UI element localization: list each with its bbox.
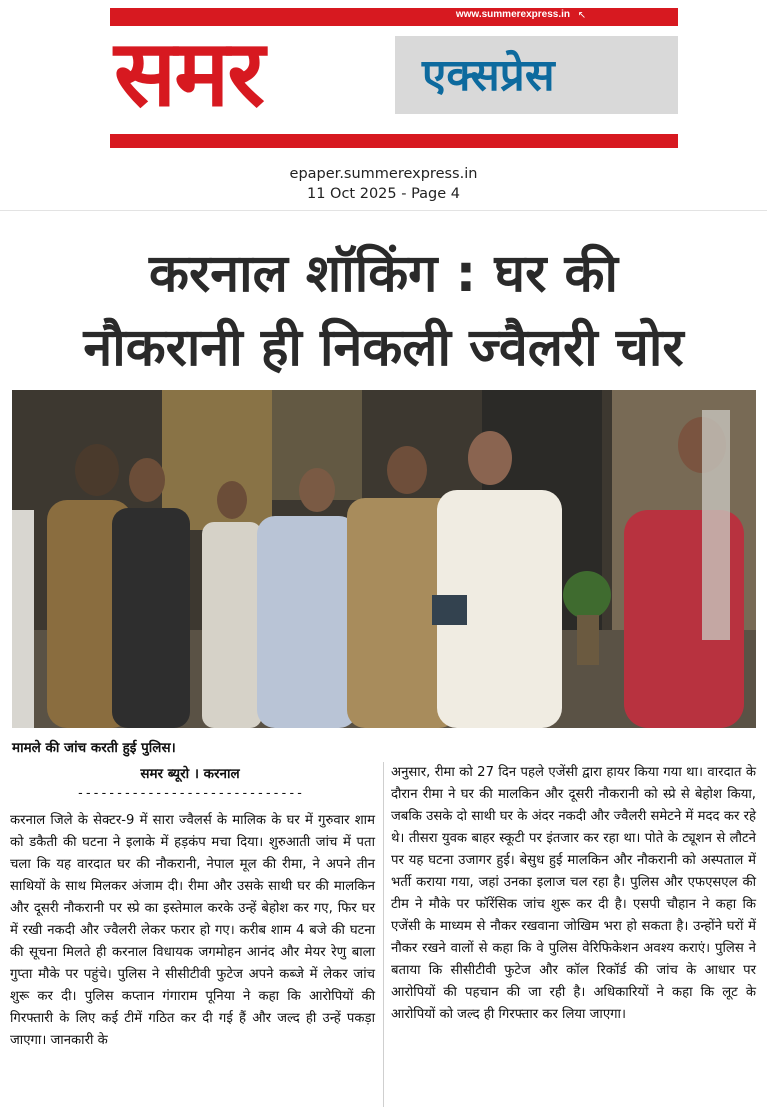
masthead-bottom-bar [110,134,678,148]
header-divider [0,210,767,211]
epaper-site: epaper.summerexpress.in [289,166,478,182]
headline-line-2: नौकरानी ही निकली ज्वैलरी चोर [83,318,684,378]
byline-divider: ----------------------------- [76,786,304,801]
masthead-url: www.summerexpress.in [455,9,570,20]
photo-caption: मामले की जांच करती हुई पुलिस। [12,740,176,756]
masthead-title-main: समर [114,20,263,127]
byline: समर ब्यूरो । करनाल [140,766,240,782]
news-photo [12,390,756,728]
edition-date-page: 11 Oct 2025 - Page 4 [306,186,461,202]
cursor-arrow-icon: ↖ [577,10,586,21]
article-body-right: अनुसार, रीमा को 27 दिन पहले एजेंसी द्वारा हायर किया गया था। वारदात के दौरान रीमा ने घर की मालकिन और दूसरी नौकरानी को स्प्रे से बेहोश किया, जबकि उसके दो साथी घर के अंदर नकदी और ज्वैलरी समेटने में मदद कर रहे थे। तीसरा युवक बाहर स्कूटी पर इंतजार कर रहा था। पोते के ट्यूशन से लौटने पर यह घटना उजागर हुई। बेसुध हुई मालकिन और नौकरानी को अस्पताल में भर्ती कराया गया, जहां उनका इलाज चल रहा है। पुलिस और एफएसएल की टीम ने मौके पर फॉरेंसिक जांच शुरू कर दी है। एसपी चौहान ने कहा कि एजेंसी के माध्यम से नौकर रखवाना जोखिम भरा हो सकता है। उन्होंने घरों में नौकर रखने वालों से कहा कि वे पुलिस वेरिफिकेशन अवश्य कराएं। पुलिस ने बताया कि सीसीटीवी फुटेज और कॉल रिकॉर्ड की जांच के आधार पर आरोपियों की पहचान की जा रही है। अधिकारियों ने कहा कि लूट के आरोपियों को जल्द ही गिरफ्तार कर लिया जाएगा। [391,765,756,1022]
masthead-logo [110,8,678,148]
column-divider [383,762,384,1107]
article-body-left: करनाल जिले के सेक्टर-9 में सारा ज्वैलर्स के मालिक के घर में गुरुवार शाम को डकैती की घटना ने इलाके में हड़कंप मचा दिया। शुरुआती जांच में पता चला कि यह वारदात घर की नौकरानी, नेपाल मूल की रीमा, ने अपने तीन साथियों के साथ मिलकर अंजाम दी। रीमा और उसके साथी घर की मालकिन और दूसरी नौकरानी पर स्प्रे का इस्तेमाल करके उन्हें बेहोश कर गए, फिर घर में रखी नकदी और ज्वैलरी लेकर फरार हो गए। करीब शाम 4 बजे की घटना की सूचना मिलते ही करनाल विधायक जगमोहन आनंद और मेयर रेणु बाला गुप्ता मौके पर पहुंचे। पुलिस ने सीसीटीवी फुटेज अपने कब्जे में लेकर जांच शुरू कर दी। पुलिस कप्तान गंगाराम पूनिया ने कहा कि आरोपियों की गिरफ्तारी के लिए कई टीमें गठित कर दी गई हैं और जल्द ही उन्हें पकड़ा जाएगा। जानकारी के [10,813,375,1048]
headline-line-1: करनाल शॉकिंग : घर की [149,244,618,304]
masthead-title-sub: एक्सप्रेस [422,50,555,101]
